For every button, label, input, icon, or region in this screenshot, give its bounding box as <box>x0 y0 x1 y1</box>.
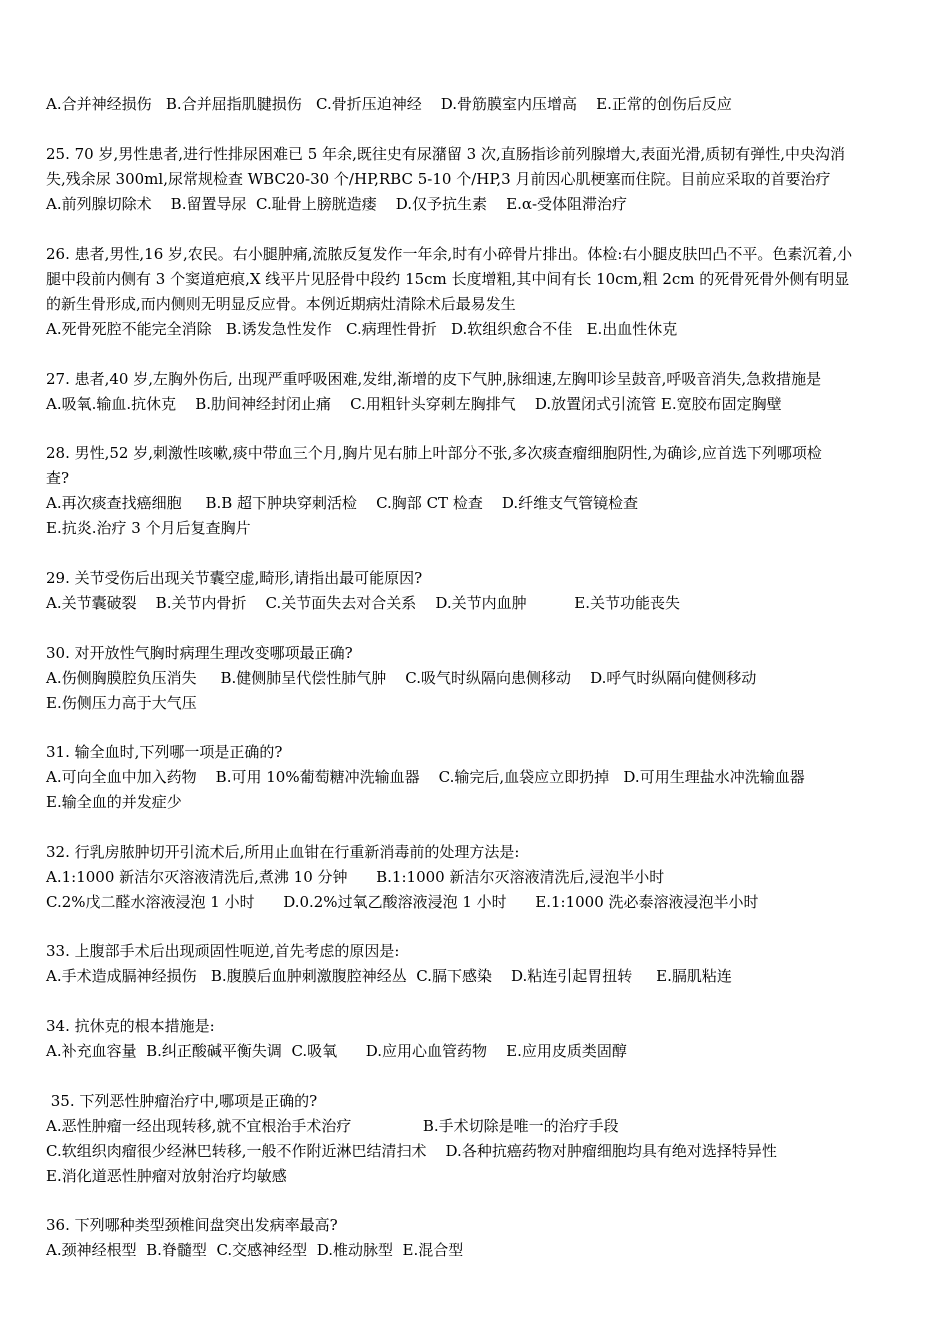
q25-options: A.前列腺切除术 B.留置导尿 C.耻骨上膀胱造瘘 D.仅予抗生素 E.α-受体阻滞治疗 <box>46 195 628 213</box>
q26-stem-line-2: 腿中段前内侧有 3 个窦道疤痕,X 线平片见胫骨中段约 15cm 长度增粗,其中间有长 10cm,粗 2cm 的死骨死骨外侧有明显 <box>46 270 850 288</box>
q28-stem-line-1: 28. 男性,52 岁,刺激性咳嗽,痰中带血三个月,胸片见右肺上叶部分不张,多次痰查瘤细胞阴性,为确诊,应首选下列哪项检 <box>46 444 822 462</box>
q35-options-line-1: A.恶性肿瘤一经出现转移,就不宜根治手术治疗 B.手术切除是唯一的治疗手段 <box>46 1117 619 1135</box>
q27-stem: 27. 患者,40 岁,左胸外伤后, 出现严重呼吸困难,发绀,渐增的皮下气肿,脉细速,左胸叩诊呈鼓音,呼吸音消失,急救措施是 <box>46 370 822 388</box>
q30-options-line-2: E.伤侧压力高于大气压 <box>46 694 197 712</box>
q29-stem: 29. 关节受伤后出现关节囊空虚,畸形,请指出最可能原因? <box>46 569 423 587</box>
q28-stem-line-2: 查? <box>46 469 70 487</box>
q31-options-line-2: E.输全血的并发症少 <box>46 793 182 811</box>
q25-stem-line-1: 25. 70 岁,男性患者,进行性排尿困难已 5 年余,既往史有尿潴留 3 次,直肠指诊前列腺增大,表面光滑,质韧有弹性,中央沟消 <box>46 145 846 163</box>
q33-stem: 33. 上腹部手术后出现顽固性呃逆,首先考虑的原因是: <box>46 942 400 960</box>
q28-options-line-1: A.再次痰查找癌细胞 B.B 超下肿块穿刺活检 C.胸部 CT 检查 D.纤维支气管镜检查 <box>46 494 639 512</box>
q33-options: A.手术造成膈神经损伤 B.腹膜后血肿刺激腹腔神经丛 C.膈下感染 D.粘连引起胃扭转 E.膈肌粘连 <box>46 967 732 985</box>
q32-options-line-1: A.1:1000 新洁尔灭溶液清洗后,煮沸 10 分钟 B.1:1000 新洁尔灭溶液清洗后,浸泡半小时 <box>46 868 665 886</box>
q32-options-line-2: C.2%戊二醛水溶液浸泡 1 小时 D.0.2%过氧乙酸溶液浸泡 1 小时 E.1:1000 洗必泰溶液浸泡半小时 <box>46 893 759 911</box>
q35-stem: 35. 下列恶性肿瘤治疗中,哪项是正确的? <box>46 1092 318 1110</box>
q26-stem-line-3: 的新生骨形成,而内侧则无明显反应骨。本例近期病灶清除术后最易发生 <box>46 295 516 313</box>
q26-stem-line-1: 26. 患者,男性,16 岁,农民。右小腿肿痛,流脓反复发作一年余,时有小碎骨片排出。体检:右小腿皮肤凹凸不平。色素沉着,小 <box>46 245 853 263</box>
q36-options: A.颈神经根型 B.脊髓型 C.交感神经型 D.椎动脉型 E.混合型 <box>46 1241 464 1259</box>
q28-options-line-2: E.抗炎.治疗 3 个月后复查胸片 <box>46 519 251 537</box>
q35-options-line-3: E.消化道恶性肿瘤对放射治疗均敏感 <box>46 1167 287 1185</box>
q34-options: A.补充血容量 B.纠正酸碱平衡失调 C.吸氧 D.应用心血管药物 E.应用皮质类固醇 <box>46 1042 627 1060</box>
q29-options: A.关节囊破裂 B.关节内骨折 C.关节面失去对合关系 D.关节内血肿 E.关节功能丧失 <box>46 594 680 612</box>
q34-stem: 34. 抗休克的根本措施是: <box>46 1017 215 1035</box>
q24-options: A.合并神经损伤 B.合并屈指肌腱损伤 C.骨折压迫神经 D.骨筋膜室内压增高 E.正常的创伤后反应 <box>46 95 732 113</box>
q25-stem-line-2: 失,残余尿 300ml,尿常规检查 WBC20-30 个/HP,RBC 5-10 个/HP,3 月前因心肌梗塞而住院。目前应采取的首要治疗 <box>46 170 831 188</box>
q36-stem: 36. 下列哪种类型颈椎间盘突出发病率最高? <box>46 1216 338 1234</box>
q31-stem: 31. 输全血时,下列哪一项是正确的? <box>46 743 283 761</box>
q32-stem: 32. 行乳房脓肿切开引流术后,所用止血钳在行重新消毒前的处理方法是: <box>46 843 520 861</box>
q30-options-line-1: A.伤侧胸膜腔负压消失 B.健侧肺呈代偿性肺气肿 C.吸气时纵隔向患侧移动 D.呼气时纵隔向健侧移动 <box>46 669 757 687</box>
q27-options: A.吸氧.输血.抗休克 B.肋间神经封闭止痛 C.用粗针头穿刺左胸排气 D.放置闭式引流管 E.宽胶布固定胸壁 <box>46 395 782 413</box>
q30-stem: 30. 对开放性气胸时病理生理改变哪项最正确? <box>46 644 353 662</box>
q31-options-line-1: A.可向全血中加入药物 B.可用 10%葡萄糖冲洗输血器 C.输完后,血袋应立即扔掉 D.可用生理盐水冲洗输血器 <box>46 768 805 786</box>
q35-options-line-2: C.软组织肉瘤很少经淋巴转移,一般不作附近淋巴结清扫术 D.各种抗癌药物对肿瘤细胞均具有绝对选择特异性 <box>46 1142 777 1160</box>
q26-options: A.死骨死腔不能完全消除 B.诱发急性发作 C.病理性骨折 D.软组织愈合不佳 E.出血性休克 <box>46 320 678 338</box>
